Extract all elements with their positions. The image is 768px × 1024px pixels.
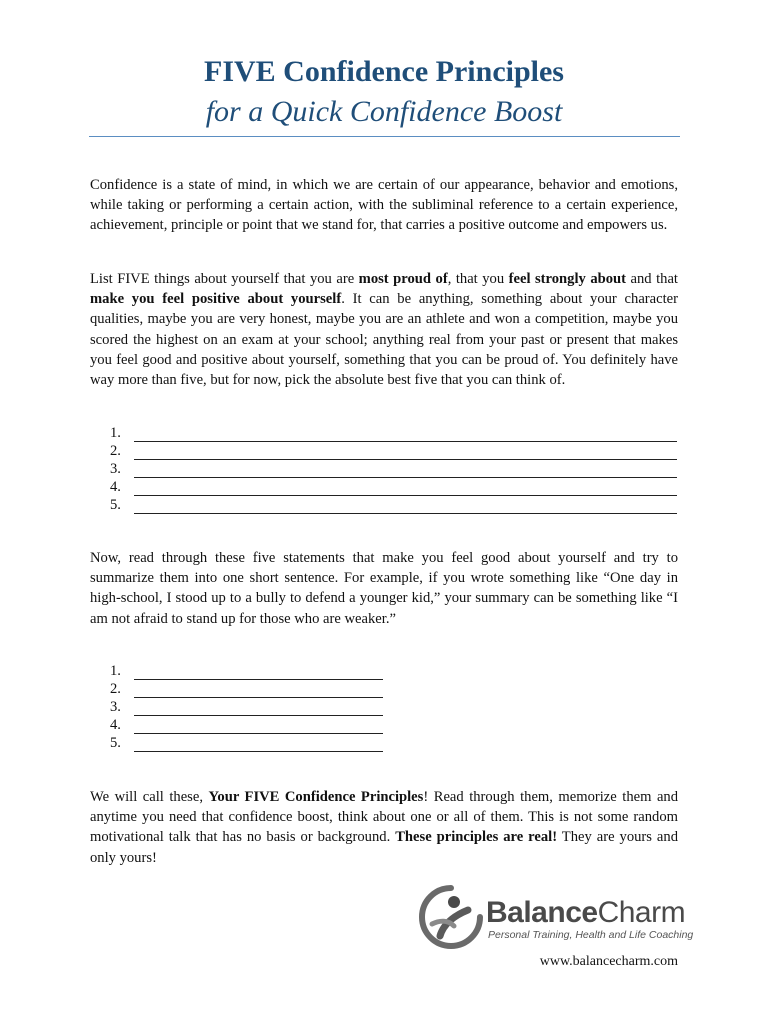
- instructions-paragraph: List FIVE things about yourself that you are most proud of, that you feel strongly about and that make you feel positive about yourself. It can be anything, something about your character qualities, maybe you are very honest, maybe you are an athlete and won a competition, maybe you scored the highest on an exam at your school; anything real from your past or present that makes you feel good and positive about yourself, something that you can be proud of. You definitely have way more than five, but for now, pick the absolute best five that you can think of.: [90, 271, 679, 389]
- document-subtitle: for a Quick Confidence Boost: [205, 95, 563, 128]
- list-item: 1.: [110, 662, 383, 680]
- website-link[interactable]: www.balancecharm.com: [539, 954, 678, 969]
- list-item: 3.: [110, 460, 677, 478]
- balance-figure-icon: [418, 884, 484, 950]
- summary-paragraph: Now, read through these five statements that make you feel good about yourself and try to summarize them into one short sentence. For example, if you wrote something like “One day in high-school, I stood up to a bully to defend a younger kid,” your summary can be something like “I am not afraid to stand up for those who are weaker.”: [90, 550, 678, 627]
- list-item: 5.: [110, 496, 677, 514]
- fill-in-line: [134, 446, 677, 460]
- principles-list: [110, 662, 383, 752]
- fill-in-line: [134, 500, 677, 514]
- brand-tagline: Personal Training, Health and Life Coaching: [488, 929, 694, 941]
- fill-in-line: [134, 738, 383, 752]
- list-item: 2.: [110, 442, 677, 460]
- list-item: 1.: [110, 424, 677, 442]
- list-item: 5.: [110, 734, 383, 752]
- intro-paragraph: Confidence is a state of mind, in which we are certain of our appearance, behavior and emotions, while taking or performing a certain action, with the subliminal reference to a certain experience, achievement, principle or point that we stand for, that carries a positive outcome and empowers us.: [90, 177, 678, 234]
- five-things-list: [110, 424, 677, 514]
- fill-in-line: [134, 482, 677, 496]
- list-item: 4.: [110, 478, 677, 496]
- list-item: 3.: [110, 698, 383, 716]
- list-item: 2.: [110, 680, 383, 698]
- fill-in-line: [134, 428, 677, 442]
- list-item: 4.: [110, 716, 383, 734]
- fill-in-line: [134, 702, 383, 716]
- fill-in-line: [134, 464, 677, 478]
- title-divider: [89, 136, 680, 137]
- closing-paragraph: We will call these, Your FIVE Confidence Principles! Read through them, memorize them and anytime you need that confidence boost, think about one or all of them. This is not some random motivational talk that has no basis or background. These principles are real! They are yours and only yours!: [90, 789, 679, 866]
- brand-name: BalanceCharm: [486, 896, 686, 929]
- fill-in-line: [134, 684, 383, 698]
- balancecharm-logo: [418, 884, 694, 950]
- document-title: FIVE Confidence Principles: [204, 55, 564, 88]
- fill-in-line: [134, 666, 383, 680]
- fill-in-line: [134, 720, 383, 734]
